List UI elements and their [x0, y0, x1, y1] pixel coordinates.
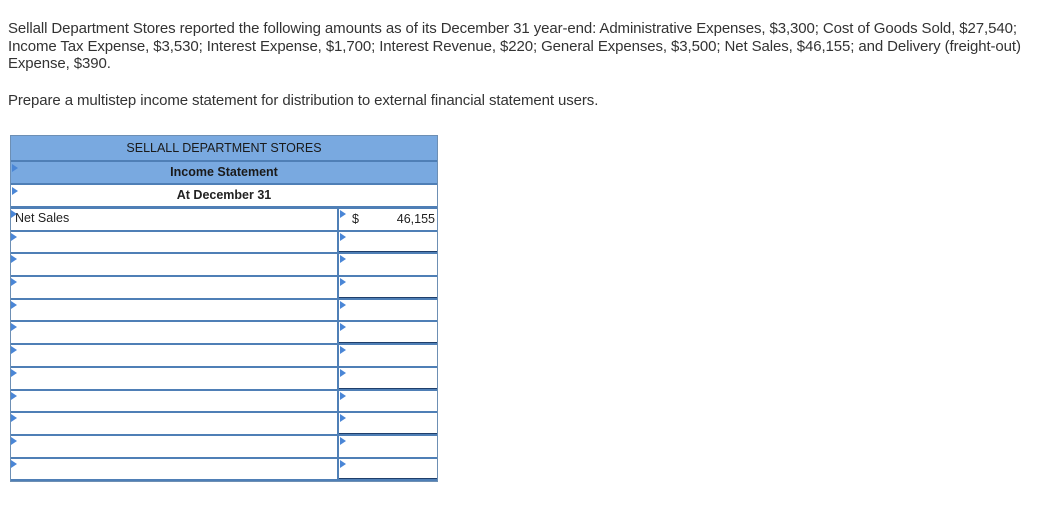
statement-row	[11, 459, 437, 482]
row-amount-input[interactable]	[339, 322, 437, 343]
dropdown-marker-icon[interactable]	[11, 233, 17, 241]
statement-row	[11, 300, 437, 323]
statement-row	[11, 254, 437, 277]
dropdown-marker-icon[interactable]	[340, 323, 346, 331]
dropdown-marker-icon[interactable]	[340, 233, 346, 241]
problem-text: Sellall Department Stores reported the following amounts as of its December 31 year-end: Administrative Expenses, $3,300; Cost of Goods Sold, $27,540; Income Tax Expense, $3,530; Interest Expense, $1,700; Interest Revenue, $220; General Expenses, $3,500; Net Sales, $46,155; and Delivery (freight-out) Expense, $390.	[8, 20, 1021, 72]
row-label-text: Net Sales	[15, 211, 70, 225]
dropdown-marker-icon[interactable]	[340, 255, 346, 263]
statement-row	[11, 232, 437, 255]
dropdown-marker-icon[interactable]	[12, 187, 18, 195]
row-label-dropdown[interactable]	[11, 413, 339, 434]
statement-row	[11, 277, 437, 300]
row-amount-input[interactable]	[339, 368, 437, 389]
company-header	[11, 136, 437, 162]
dropdown-marker-icon[interactable]	[340, 346, 346, 354]
row-amount-input[interactable]	[339, 391, 437, 412]
row-label-dropdown[interactable]	[11, 232, 339, 253]
row-amount-input[interactable]	[339, 300, 437, 321]
row-label-dropdown[interactable]	[11, 277, 339, 298]
dropdown-marker-icon[interactable]	[340, 460, 346, 468]
row-label-dropdown[interactable]	[11, 254, 339, 275]
statement-row	[11, 436, 437, 459]
currency-symbol: $	[352, 212, 359, 227]
dropdown-marker-icon[interactable]	[11, 437, 17, 445]
dropdown-marker-icon[interactable]	[11, 460, 17, 468]
row-amount-input[interactable]	[339, 459, 437, 480]
dropdown-marker-icon[interactable]	[340, 392, 346, 400]
row-label-dropdown[interactable]	[11, 209, 339, 230]
statement-row	[11, 391, 437, 414]
income-statement-table	[10, 135, 438, 482]
row-amount-input[interactable]	[339, 436, 437, 457]
row-label-dropdown[interactable]	[11, 436, 339, 457]
dropdown-marker-icon[interactable]	[340, 278, 346, 286]
statement-rows	[11, 209, 437, 481]
row-amount-input[interactable]	[339, 209, 437, 230]
statement-period: At December 31	[176, 188, 272, 202]
row-label-dropdown[interactable]	[11, 322, 339, 343]
dropdown-marker-icon[interactable]	[340, 437, 346, 445]
row-label-dropdown[interactable]	[11, 300, 339, 321]
dropdown-marker-icon[interactable]	[11, 346, 17, 354]
statement-row	[11, 368, 437, 391]
statement-title-row[interactable]	[11, 162, 437, 185]
row-amount-input[interactable]	[339, 345, 437, 366]
statement-period-row[interactable]	[11, 185, 437, 209]
row-label-dropdown[interactable]	[11, 345, 339, 366]
statement-row	[11, 345, 437, 368]
dropdown-marker-icon[interactable]	[11, 255, 17, 263]
amount-value: 46,155	[396, 212, 435, 227]
row-amount-input[interactable]	[339, 254, 437, 275]
statement-row	[11, 209, 437, 232]
row-label-dropdown[interactable]	[11, 391, 339, 412]
row-label-dropdown[interactable]	[11, 368, 339, 389]
instruction-text: Prepare a multistep income statement for distribution to external financial statement users.	[8, 92, 599, 109]
statement-row	[11, 322, 437, 345]
dropdown-marker-icon[interactable]	[12, 164, 18, 172]
dropdown-marker-icon[interactable]	[11, 301, 17, 309]
dropdown-marker-icon[interactable]	[340, 414, 346, 422]
dropdown-marker-icon[interactable]	[340, 301, 346, 309]
row-amount-input[interactable]	[339, 232, 437, 253]
statement-row	[11, 413, 437, 436]
statement-title: Income Statement	[170, 165, 278, 179]
dropdown-marker-icon[interactable]	[11, 414, 17, 422]
row-amount-input[interactable]	[339, 413, 437, 434]
dropdown-marker-icon[interactable]	[11, 210, 17, 218]
row-label-dropdown[interactable]	[11, 459, 339, 480]
dropdown-marker-icon[interactable]	[340, 369, 346, 377]
dropdown-marker-icon[interactable]	[11, 392, 17, 400]
dropdown-marker-icon[interactable]	[11, 323, 17, 331]
dropdown-marker-icon[interactable]	[11, 369, 17, 377]
dropdown-marker-icon[interactable]	[11, 278, 17, 286]
company-name: SELLALL DEPARTMENT STORES	[126, 141, 322, 155]
row-amount-input[interactable]	[339, 277, 437, 298]
dropdown-marker-icon[interactable]	[340, 210, 346, 218]
